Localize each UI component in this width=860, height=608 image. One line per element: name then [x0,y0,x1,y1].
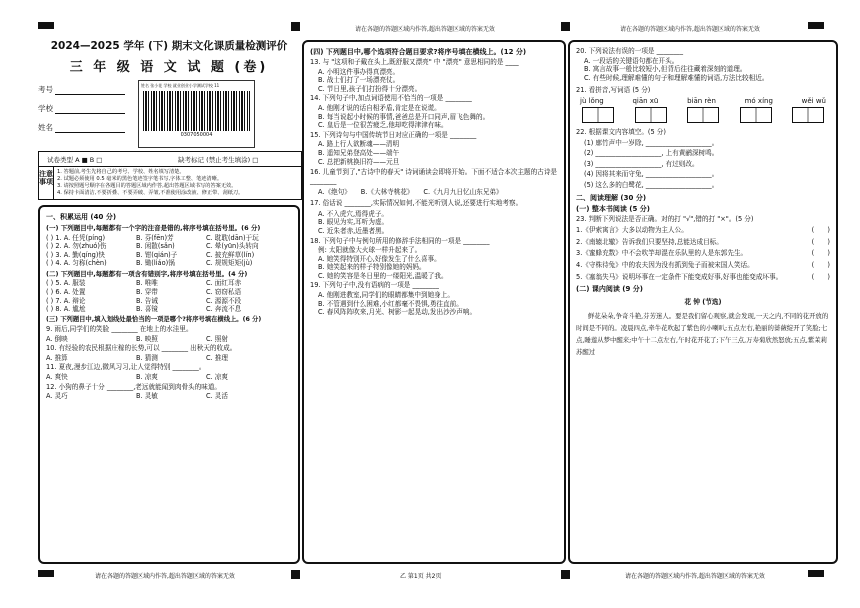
registration-mark [291,570,300,579]
question-10[interactable]: 10. 有经验的农民根据庄稼的长势,可以 ________ 出秋天的收成。 [46,344,237,353]
options: A. 爽快 B. 凉爽 C. 凉爽 [46,373,228,382]
writing-grids [582,107,824,123]
registration-mark [808,22,824,29]
question-row[interactable]: ( ) 2. A. 勿(zhuó)伤 B. 闲散(sǎn) C. 晕(yūn)头转向 [46,242,259,251]
question-17[interactable]: 17. 俗话说 ________,实际情况如何,不能光听别人说,还要进行实地考察。 [310,198,523,207]
option: B. 她笑起来的样子特别像她的妈妈。 [318,263,426,272]
passage-title: 花 钟 (节选) [684,298,722,307]
answer-area-3 [568,40,838,564]
option: A. 她笑得特别开心,好像发生了什么喜事。 [318,254,441,263]
question-15[interactable]: 15. 下列诗句与中国传统节日对应正确的一项是 ________ [310,130,477,139]
judge-item[interactable]: 4.《守株待兔》中的农夫因为没有抓到兔子而被宋国人笑话。 ( ) [576,260,830,269]
field-name[interactable]: 姓名 [38,122,300,132]
question-row[interactable]: ( ) 7. A. 辩论 B. 告诫 C. 源源不段 [46,296,242,305]
question-9[interactable]: 9. 雨后,同学们的笑脸 ________ 在地上的水洼里。 [46,325,193,334]
judge-item[interactable]: 3.《蜜蜂充数》中不会吹竽却混在乐队里的人是东郭先生。 ( ) [576,249,830,258]
notice-label: 注意事项 [39,167,54,199]
option: A. 一段话的关键语句都在开头。 [584,56,679,65]
question-row[interactable]: ( ) 5. A. 服装 B. 唯唯 C. 面红耳赤 [46,279,242,288]
option: C. 皇后是一位很苦疲乏,他却吃得津津有味。 [318,121,448,130]
question-14[interactable]: 14. 下列句子中,加点词语使用不恰当的一项是 ________ [310,94,472,103]
option: B. 眼见为实,耳听为虚。 [318,218,389,227]
part-heading: 一、积累运用 (40 分) [46,213,117,221]
exam-subtitle: 三 年 级 语 文 试 题 (卷) [69,60,269,75]
section-heading: (三) 下列题目中,填入划线处最恰当的一项是哪个?将序号填在横线上。(6 分) [46,315,262,323]
options: A. 灵巧 B. 灵敏 C. 灵活 [46,392,228,401]
question-row[interactable]: ( ) 1. A. 任凭(píng) B. 芬(fēn)芳 C. 耽耽(dān)于玩 [46,233,259,242]
question-20[interactable]: 20. 下列说法有误的一项是 ________ [576,47,683,55]
option: C. 她的笑容是冬日里的一缕阳光,温暖了我。 [318,271,448,280]
footer-note-left: 请在各题的答题区域内作答,超出答题区域的答案无效 [95,573,235,580]
fill-blank[interactable]: (5) 这么多的白鹭花, ____________________。 [584,180,719,189]
fill-blank[interactable]: (3) ____________________, 有过则改。 [584,159,699,168]
fill-blank[interactable]: (4) 因将其来而守兔, ____________________。 [584,170,719,179]
question-row[interactable]: ( ) 4. A. 匀称(chèn) B. 锄(liáo)锅 C. 规规矩矩(jù) [46,259,253,268]
judge-item[interactable]: 5.《塞翁失马》说明坏事在一定条件下能变成好事,好事也能变成坏事。 ( ) [576,272,830,281]
exam-info-box [38,151,302,200]
judge-item[interactable]: 2.《南辕北辙》告诉我们只要坚持,总能达成目标。 ( ) [576,237,830,246]
option: C. 近朱者赤,近墨者黑。 [318,226,389,235]
question-18[interactable]: 18. 下列句子中与例句所用的修辞手法相同的一项是 ________ [310,236,490,245]
registration-mark [808,570,824,577]
option: C. 春风阵阵吹来,月光、树影一起晃动,发出沙沙声响。 [318,308,477,317]
fill-blank[interactable]: (1) 廓竹声中一岁除, ____________________。 [584,138,719,147]
footer-note-right: 请在各题的答题区域内作答,超出答题区域的答案无效 [625,573,765,580]
section-heading: (一) 下列题目中,每题都有一个字的注音是错的,将序号填在括号里。(6 分) [46,224,261,232]
fill-blank[interactable]: (2) ____________________, 上有黄鹂深树鸣。 [584,149,719,158]
section-heading: (二) 课内阅读 (9 分) [576,285,643,294]
barcode-info: 姓名 张小花 学校 就业创业小学测试学校 11 [141,83,220,88]
options: A. 倒映 B. 映照 C. 照射 [46,334,228,343]
judge-item[interactable]: 1.《伊索寓言》大多以动物为主人公。 ( ) [576,226,830,235]
page-number: 乙 第1页 共2页 [400,573,442,580]
exam-title: 2024—2025 学年 (下) 期末文化课质量检测评价 [50,40,288,52]
section-heading: (二) 下列题目中,每题都有一项含有错别字,将序号填在括号里。(4 分) [46,269,248,278]
option: B. 寓言故事一般比较短小,但背后往往藏着深刻的道理。 [584,65,747,74]
paper-type[interactable]: 试卷类型 A ■ B □ [47,155,103,164]
example: 例: 太阳就像大火球一样升起来了。 [318,246,422,255]
option: A. 小明这件事办得真漂亮。 [318,67,400,76]
writing-grid[interactable] [792,107,824,123]
option: C. 有些时候,理解难懂的句子和理解难懂的词语,方法比较相近。 [584,73,769,82]
writing-grid[interactable] [635,107,667,123]
question-12[interactable]: 12. 小狗的鼻子十分 ________,老远就能闻到肉骨头的味道。 [46,382,222,391]
options: A. 推算 B. 猜测 C. 推理 [46,353,228,362]
option: A. 不入虎穴,焉得虎子。 [318,209,389,218]
question-row[interactable]: ( ) 8. A. 尴尬 B. 喜镜 C. 奔流不息 [46,305,242,314]
question-19[interactable]: 19. 下列句子中,没有语病的一项是 ________ [310,281,439,290]
question-row[interactable]: ( ) 6. A. 处置 B. 穿带 C. 窃窃私语 [46,287,242,296]
notice-text: 1. 答题前,考生先将自己的考号、学校、姓名填写清楚。 2. 试题必须使用 0.5 毫米的黑色笔迹签字笔书写,字体工整、笔迹清晰。 3. 请按照题号顺序在各题目的答题区域内作答,超出答题区域书写的答案无效。 4. 保持卡面清洁,不要折叠、不要弄破、弄皱,不准使用涂改液、修正带、刮纸刀。 [57,169,244,196]
registration-mark [561,570,570,579]
option: C. 总把新桃换旧符——元旦 [318,157,400,166]
field-exam-number[interactable]: 考号 [38,84,300,94]
writing-grid[interactable] [582,107,614,123]
part-heading: 二、阅读理解 (30 分) [576,193,647,202]
question-22: 22. 根据课文内容填空。(5 分) [576,127,666,136]
section-heading: (四) 下列题目中,哪个选项符合题目要求?将序号填在横线上。(12 分) [310,48,527,56]
answer-area-1 [38,205,300,564]
answer-area-2 [302,40,566,564]
barcode-number: 0307050004 [180,132,213,138]
option: B. 不管遇到什么困难,小红都毫不畏惧,勇往直前。 [318,299,463,308]
barcode-label [138,80,255,148]
option: A. 他刚进教室,同学们的眼睛都集中到她身上。 [318,291,454,300]
option: A. 他刚才说的话自相矛盾,肯定是在说谎。 [318,103,441,112]
question-11[interactable]: 11. 夏夜,漫步江边,微风习习,让人觉得特别 ________。 [46,363,206,372]
writing-grid[interactable] [740,107,772,123]
option: B. 每当说起小时候的事情,爸爸总是开口同声,眉飞色舞的。 [318,112,490,121]
question-13[interactable]: 13. 与 "这项和子戴在头上,既舒服又漂亮" 中 "漂亮" 意思相同的是 ____ [310,58,519,66]
header-note: 请在各题的答题区域内作答,超出答题区域的答案无效 [620,26,760,33]
question-16[interactable]: 16. 儿童节到了,"古诗中的春天" 诗词诵读会即将开始。下面不适合本次主题的古诗是 ________ [310,168,558,186]
option: C. 节日里,孩子们打扮得十分漂亮。 [318,84,422,93]
registration-mark [561,22,570,31]
question-row[interactable]: ( ) 3. A. 勤(qíng)快 B. 钳(qián)子 C. 披充鲜草(lín) [46,250,255,259]
option: B. 战士们打了一场漂亮仗。 [318,76,400,85]
barcode-icon [143,91,250,131]
option: A.《绝句》 B.《大林寺桃花》 C.《九月九日忆山东兄弟》 [318,188,503,197]
writing-grid[interactable] [687,107,719,123]
section-heading: (一) 整本书阅读 (5 分) [576,204,650,213]
pinyin-row: jù lǒng qiān xū biān rèn mó xíng wěi wǔ [580,96,826,105]
option: A. 路上行人欲断魂——清明 [318,140,400,149]
field-school[interactable]: 学校 [38,103,300,113]
question-21: 21. 看拼音,写词语 (5 分) [576,86,651,95]
header-note: 请在各题的答题区域内作答,超出答题区域的答案无效 [355,26,495,33]
absent-mark[interactable]: 缺考标记 (禁止考生填涂) □ [178,155,259,164]
passage-text: 鲜花朵朵,争奇斗艳,芬芳迷人。要是我们留心观察,就会发现,一天之内,不同的花开放的时间是不同的。凌晨四点,牵牛花吹起了紫色的小喇叭;五点左右,艳丽的蔷薇绽开了笑脸;七点,睡莲从梦中醒来;中午十二点左右,午时花开花了;下午三点,万寿菊欣然怒放;五点,紫茉莉苏醒过 [576,311,829,356]
question-23: 23. 判断下列说法是否正确。对的打 "√",错的打 "×"。(5 分) [576,214,754,223]
registration-mark [38,570,54,577]
option: B. 遥知兄弟登高处——端午 [318,148,400,157]
